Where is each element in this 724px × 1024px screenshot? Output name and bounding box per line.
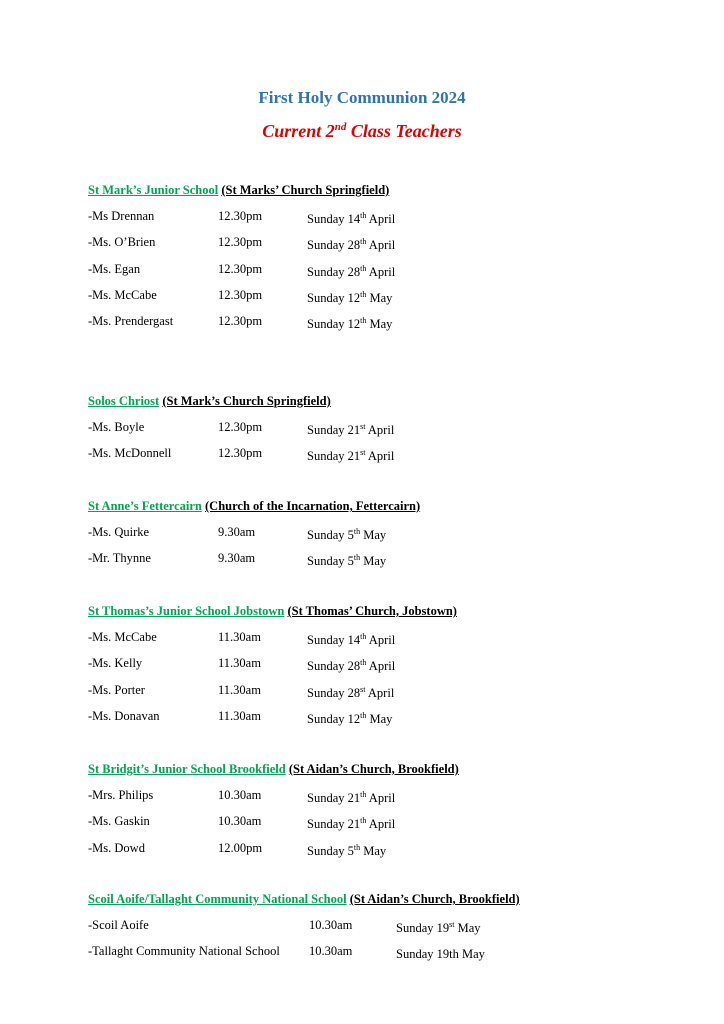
mass-date: Sunday 5th May [307,842,387,858]
school-name: St Bridgit’s Junior School Brookfield [88,762,286,776]
section-st-marks-junior [88,177,688,334]
mass-date: Sunday 21st April [307,448,395,464]
section-st-annes-fettercairn [88,493,688,572]
schedule-row [88,912,688,938]
page-title: First Holy Communion 2024 [258,88,466,107]
schedule-row [88,203,688,229]
section-st-thomas-jobstown [88,598,688,729]
teacher-name: -Ms. Egan [88,261,141,276]
mass-date: Sunday 21th April [307,790,396,806]
schedule-row [88,677,688,703]
mass-time: 12.30pm [218,235,263,250]
schedule-row [88,545,688,571]
subtitle-post: Class Teachers [346,121,462,141]
schedule-row [88,440,688,466]
mass-date: Sunday 28st April [307,684,395,700]
mass-time: 10.30am [218,814,262,829]
mass-date: Sunday 21st April [307,422,395,438]
mass-time: 12.30pm [218,261,263,276]
mass-time: 11.30am [218,682,261,697]
schedule-row [88,808,688,834]
teacher-name: -Ms. McCabe [88,287,157,302]
schedule-row [88,650,688,676]
mass-time: 12.30pm [218,446,263,461]
section-scoil-aoife-tallaght [88,886,688,965]
teacher-name: -Ms. McDonnell [88,446,172,461]
mass-date: Sunday 19st May [396,920,481,936]
school-name: St Anne’s Fettercairn [88,499,202,513]
schedule-row [88,519,688,545]
mass-time: 11.30am [218,708,261,723]
subtitle-sup: nd [334,121,347,133]
mass-time: 11.30am [218,656,261,671]
mass-time: 10.30am [218,788,262,802]
mass-time: 12.30pm [218,287,263,302]
schedule-row [88,835,688,861]
teacher-name: -Ms. Kelly [88,656,143,671]
teacher-name: -Tallaght Community National School [88,944,280,959]
school-name: Scoil Aoife/Tallaght Community National School [88,892,347,906]
section-solos-chriost [88,388,688,467]
teacher-name: -Ms. McCabe [88,630,157,644]
teacher-name: -Ms. Donavan [88,708,160,723]
mass-time: 11.30am [218,630,261,644]
mass-time: 12.30pm [218,314,263,329]
schedule-row [88,414,688,440]
teacher-name: -Ms. Quirke [88,525,150,539]
page-subtitle [0,121,724,142]
section-st-bridgits-brookfield [88,756,688,861]
mass-time: 9.30am [218,551,256,566]
section-heading [88,177,688,203]
schedule-row [88,229,688,255]
teacher-name: -Ms. Dowd [88,840,145,855]
church-name: (Church of the Incarnation, Fettercairn) [205,499,421,513]
teacher-name: -Scoil Aoife [88,918,149,932]
section-heading [88,756,688,782]
mass-date: Sunday 12th May [307,289,393,306]
section-heading [88,493,688,519]
school-name: Solos Chriost [88,394,160,408]
teacher-name: -Mrs. Philips [88,788,154,802]
mass-date: Sunday 28th April [307,658,396,674]
mass-date: Sunday 28th April [307,263,396,279]
mass-time: 10.30am [309,944,353,959]
church-name: (St Mark’s Church Springfield) [162,394,331,408]
schedule-row [88,256,688,282]
teacher-name: -Ms Drennan [88,209,155,223]
mass-time: 12.00pm [218,840,263,855]
mass-time: 12.30pm [218,420,263,434]
schedule-row [88,782,688,808]
church-name: (St Thomas’ Church, Jobstown) [287,604,457,618]
schedule-row [88,624,688,650]
subtitle-pre: Current 2 [262,121,335,141]
mass-date: Sunday 28th April [307,237,396,253]
church-name: (St Aidan’s Church, Brookfield) [288,762,459,776]
section-heading [88,886,688,912]
schedule-row [88,282,688,308]
teacher-name: -Mr. Thynne [88,551,151,566]
teacher-name: -Ms. Prendergast [88,314,174,329]
schedule-row [88,308,688,334]
teacher-name: -Ms. Boyle [88,420,145,434]
section-heading [88,598,688,624]
section-heading [88,388,688,414]
teacher-name: -Ms. Gaskin [88,814,150,829]
mass-time: 10.30am [309,918,353,932]
school-name: St Mark’s Junior School [88,183,219,197]
mass-date: Sunday 14th April [307,211,396,227]
teacher-name: -Ms. Porter [88,682,145,697]
schedule-row [88,703,688,729]
mass-date: Sunday 14th April [307,632,396,648]
mass-time: 12.30pm [218,209,263,223]
mass-date: Sunday 12th May [307,710,393,727]
teacher-name: -Ms. O’Brien [88,235,156,250]
mass-date: Sunday 12th May [307,316,393,332]
school-name: St Thomas’s Junior School Jobstown [88,604,285,618]
schedule-row [88,938,688,964]
mass-date: Sunday 21th April [307,816,396,832]
mass-time: 9.30am [218,525,256,539]
mass-date: Sunday 5th May [307,553,387,569]
church-name: (St Marks’ Church Springfield) [221,183,390,197]
mass-date: Sunday 19th May [396,947,485,962]
mass-date: Sunday 5th May [307,527,387,543]
church-name: (St Aidan’s Church, Brookfield) [349,892,520,906]
